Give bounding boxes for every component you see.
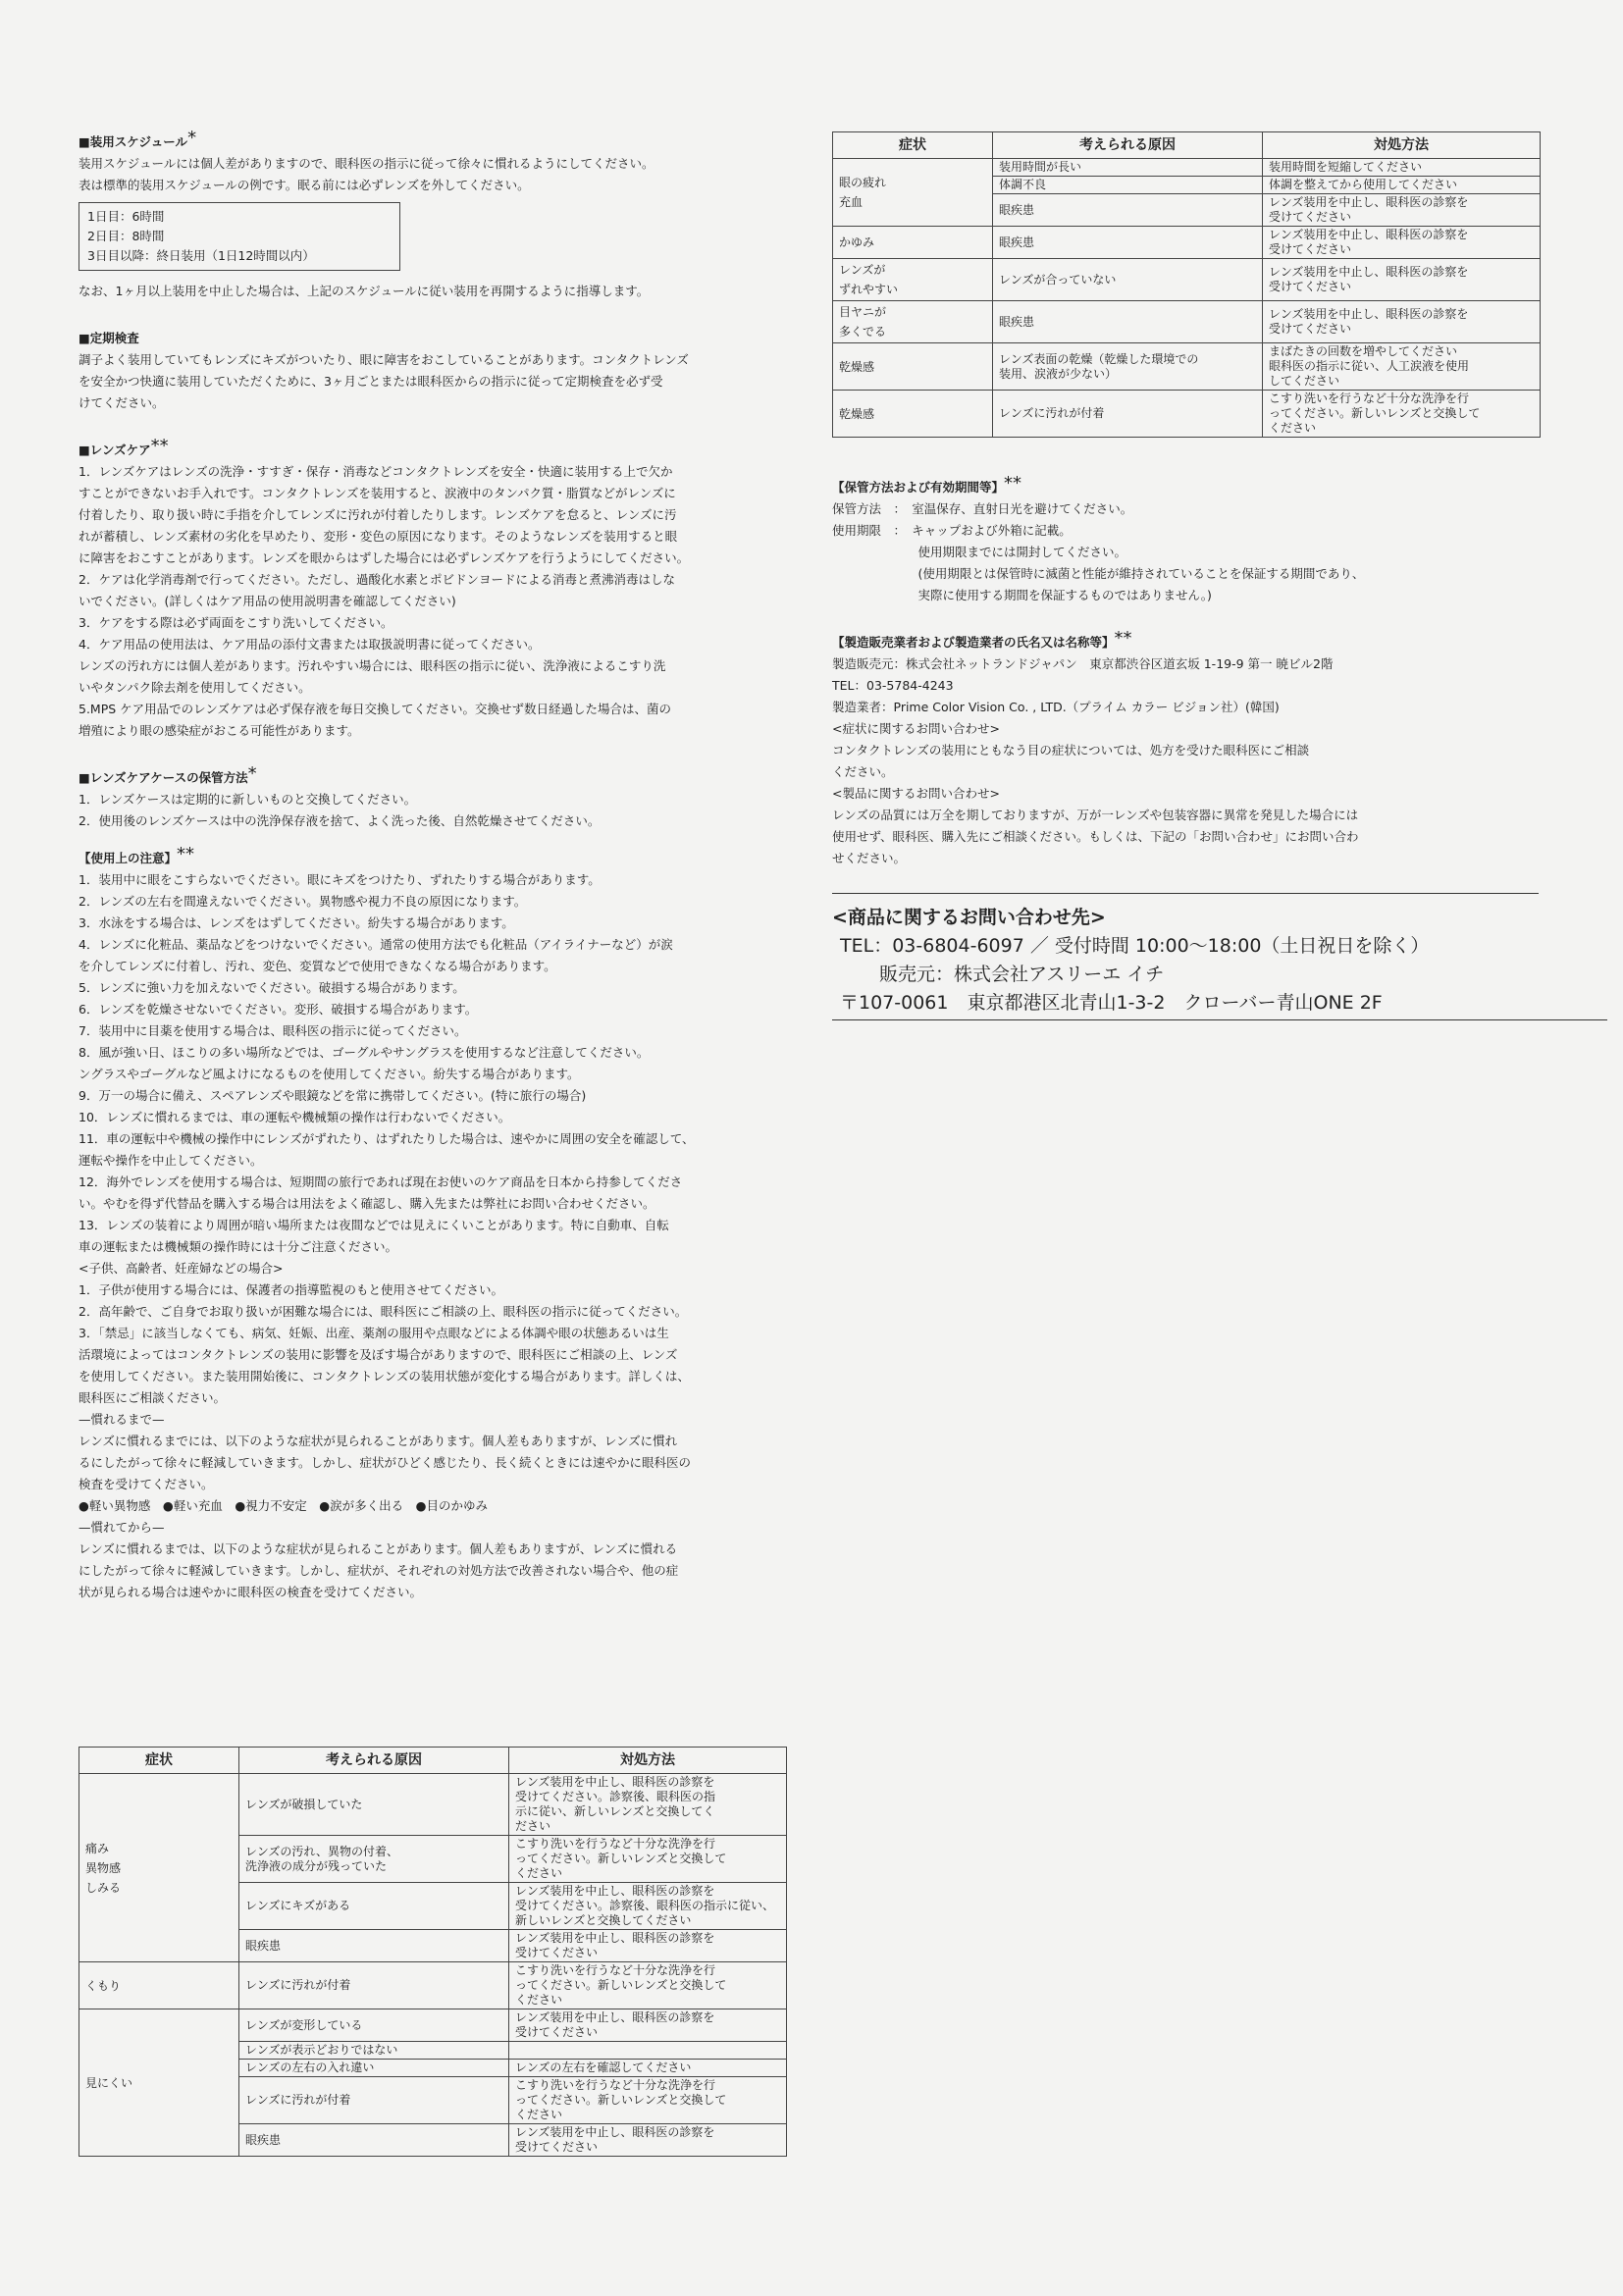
care-body bbox=[79, 461, 785, 742]
text-line: 使用せず、眼科医、購入先にご相談ください。もしくは、下記の「お問い合わせ」にお問い合わ bbox=[832, 829, 1359, 844]
schedule-note: なお、1ヶ月以上装用を中止した場合は、上記のスケジュールに従い装用を再開するように指導します。 bbox=[79, 284, 650, 298]
action-cell: レンズ装用を中止し、眼科医の診察を 受けてください bbox=[509, 1930, 787, 1962]
case-heading: ■レンズケアケースの保管方法* bbox=[79, 763, 257, 785]
schedule-day-3: 3日目以降：終日装用（1日12時間以内） bbox=[87, 248, 315, 263]
text-line: すことができないお手入れです。コンタクトレンズを装用すると、涙液中のタンパク質・脂質などがレンズに bbox=[79, 486, 676, 500]
schedule-day-1: 1日目：6時間 bbox=[87, 209, 165, 224]
text-line: 製造販売元：株式会社ネットランドジャパン 東京都渋谷区道玄坂 1-19-9 第一 暁ビル2階 bbox=[832, 656, 1334, 671]
text-line: い。やむを得ず代替品を購入する場合は用法をよく確認し、購入先または弊社にお問い合わせください。 bbox=[79, 1196, 655, 1211]
text-line: 1．子供が使用する場合には、保護者の指導監視のもと使用させてください。 bbox=[79, 1282, 503, 1297]
contact-seller: 販売元：株式会社アスリーエ イチ bbox=[879, 964, 1165, 985]
text-line: 4．ケア用品の使用法は、ケア用品の添付文書または取扱説明書に従ってください。 bbox=[79, 637, 541, 652]
text-line: <製品に関するお問い合わせ> bbox=[832, 786, 1000, 801]
text-line: 増殖により眼の感染症がおこる可能性があります。 bbox=[79, 723, 360, 738]
text-line: (使用期限とは保管時に滅菌と性能が維持されていることを保証する期間であり、 bbox=[832, 566, 1365, 581]
action-cell: こすり洗いを行うなど十分な洗浄を行 ってください。新しいレンズと交換して ください bbox=[1263, 391, 1541, 438]
text-line: 1．レンズケースは定期的に新しいものと交換してください。 bbox=[79, 792, 417, 807]
action-cell bbox=[509, 2042, 787, 2060]
contact-heading: <商品に関するお問い合わせ先> bbox=[832, 893, 1539, 932]
checkup-body bbox=[79, 349, 785, 414]
text-line: 5.MPS ケア用品でのレンズケアは必ず保存液を毎日交換してください。交換せず数日経過した場合は、菌の bbox=[79, 702, 671, 716]
text-line: 2．レンズの左右を間違えないでください。異物感や視力不良の原因になります。 bbox=[79, 894, 527, 909]
text-line: レンズに慣れるまでは、以下のような症状が見られることがあります。個人差もありますが、レンズに慣れる bbox=[79, 1541, 678, 1556]
text-line: 検査を受けてください。 bbox=[79, 1477, 214, 1491]
caution-body bbox=[79, 869, 785, 1603]
cause-cell: 眼疾患 bbox=[239, 1930, 509, 1962]
text-line: せください。 bbox=[832, 851, 907, 865]
text-line: ングラスやゴーグルなど風よけになるものを使用してください。紛失する場合があります。 bbox=[79, 1067, 580, 1081]
text-line: 活環境によってはコンタクトレンズの装用に影響を及ぼす場合がありますので、眼科医にご相談の上、レンズ bbox=[79, 1347, 678, 1362]
text-line: 9．万一の場合に備え、スペアレンズや眼鏡などを常に携帯してください。(特に旅行の場合) bbox=[79, 1088, 587, 1103]
symptom-cell: 見にくい bbox=[79, 2009, 239, 2157]
text-line: コンタクトレンズの装用にともなう目の症状については、処方を受けた眼科医にご相談 bbox=[832, 743, 1310, 757]
table-row bbox=[833, 159, 1541, 177]
contact-tel: TEL：03-6804-6097 ／ 受付時間 10:00〜18:00（土日祝日を除く） bbox=[840, 935, 1430, 957]
table-row bbox=[833, 259, 1541, 301]
text-line: 2．使用後のレンズケースは中の洗浄保存液を捨て、よく洗った後、自然乾燥させてください。 bbox=[79, 813, 601, 828]
symptom-table-top-body bbox=[833, 159, 1541, 438]
action-cell: まばたきの回数を増やしてください 眼科医の指示に従い、人工涙液を使用 してください bbox=[1263, 343, 1541, 391]
left-column bbox=[79, 124, 785, 1603]
action-cell: こすり洗いを行うなど十分な洗浄を行 ってください。新しいレンズと交換して ください bbox=[509, 1962, 787, 2009]
text-line: 実際に使用する期間を保証するものではありません。) bbox=[832, 588, 1212, 602]
cause-cell: レンズの左右の入れ違い bbox=[239, 2060, 509, 2077]
text-line: 使用期限 ： キャップおよび外箱に記載。 bbox=[832, 523, 1072, 538]
schedule-day-2: 2日目：8時間 bbox=[87, 229, 165, 243]
text-line: 11．車の運転中や機械の操作中にレンズがずれたり、はずれたりした場合は、速やかに周囲の安全を確認して、 bbox=[79, 1131, 695, 1146]
contact-divider bbox=[832, 1019, 1607, 1020]
storage-heading: 【保管方法および有効期間等】** bbox=[832, 473, 1022, 495]
text-line: 3．水泳をする場合は、レンズをはずしてください。紛失する場合があります。 bbox=[79, 915, 514, 930]
action-cell: 体調を整えてから使用してください bbox=[1263, 177, 1541, 194]
text-line: レンズに慣れるまでには、以下のような症状が見られることがあります。個人差もありますが、レンズに慣れ bbox=[79, 1434, 678, 1448]
maker-body bbox=[832, 653, 1539, 869]
case-body bbox=[79, 789, 785, 832]
text-line: 使用期限までには開封してください。 bbox=[832, 545, 1127, 559]
text-line: <症状に関するお問い合わせ> bbox=[832, 721, 1000, 736]
text-line: レンズの品質には万全を期しておりますが、万が一レンズや包装容器に異常を発見した場合には bbox=[832, 808, 1359, 822]
symptom-cell: 乾燥感 bbox=[833, 391, 993, 438]
cause-cell: 眼疾患 bbox=[993, 227, 1263, 259]
action-cell: レンズ装用を中止し、眼科医の診察を 受けてください。診察後、眼科医の指示に従い、 新しいレンズと交換してください bbox=[509, 1883, 787, 1930]
cause-cell: レンズ表面の乾燥（乾燥した環境での 装用、涙液が少ない） bbox=[993, 343, 1263, 391]
care-heading: ■レンズケア** bbox=[79, 436, 169, 457]
action-cell: レンズ装用を中止し、眼科医の診察を 受けてください bbox=[1263, 227, 1541, 259]
text-line: けてください。 bbox=[79, 395, 165, 410]
checkup-heading: ■定期検査 bbox=[79, 331, 139, 345]
symptom-cell: 眼の疲れ 充血 bbox=[833, 159, 993, 227]
text-line: ください。 bbox=[832, 764, 894, 779]
action-cell: こすり洗いを行うなど十分な洗浄を行 ってください。新しいレンズと交換して ください bbox=[509, 2077, 787, 2124]
text-line: 8．風が強い日、ほこりの多い場所などでは、ゴーグルやサングラスを使用するなど注意してください。 bbox=[79, 1045, 650, 1060]
text-line: 12．海外でレンズを使用する場合は、短期間の旅行であれば現在お使いのケア商品を日本から持参してくださ bbox=[79, 1174, 683, 1189]
maker-heading: 【製造販売業者および製造業者の氏名又は名称等】** bbox=[832, 628, 1132, 650]
col-action: 対処方法 bbox=[509, 1748, 787, 1774]
cause-cell: レンズに汚れが付着 bbox=[239, 2077, 509, 2124]
cause-cell: 装用時間が長い bbox=[993, 159, 1263, 177]
text-line: ●軽い異物感 ●軽い充血 ●視力不安定 ●涙が多く出る ●目のかゆみ bbox=[79, 1498, 489, 1513]
cause-cell: 眼疾患 bbox=[239, 2124, 509, 2157]
cause-cell: レンズに汚れが付着 bbox=[239, 1962, 509, 2009]
cause-cell: 眼疾患 bbox=[993, 301, 1263, 343]
text-line: —慣れてから— bbox=[79, 1520, 165, 1535]
symptom-table-bottom bbox=[79, 1747, 787, 2157]
text-line: いやタンパク除去剤を使用してください。 bbox=[79, 680, 311, 695]
table-row bbox=[79, 1774, 787, 1836]
col-cause: 考えられる原因 bbox=[239, 1748, 509, 1774]
text-line: 4．レンズに化粧品、薬品などをつけないでください。通常の使用方法でも化粧品（アイライナーなど）が涙 bbox=[79, 937, 673, 952]
table-row bbox=[79, 2009, 787, 2042]
action-cell: レンズ装用を中止し、眼科医の診察を 受けてください bbox=[1263, 194, 1541, 227]
col-symptom: 症状 bbox=[79, 1748, 239, 1774]
text-line: 調子よく装用していてもレンズにキズがついたり、眼に障害をおこしていることがあります。コンタクトレンズ bbox=[79, 352, 689, 367]
text-line: 車の運転または機械類の操作時には十分ご注意ください。 bbox=[79, 1239, 398, 1254]
schedule-line: 装用スケジュールには個人差がありますので、眼科医の指示に従って徐々に慣れるようにしてください。 bbox=[79, 156, 654, 171]
cause-cell: 体調不良 bbox=[993, 177, 1263, 194]
cause-cell: レンズの汚れ、異物の付着、 洗浄液の成分が残っていた bbox=[239, 1836, 509, 1883]
action-cell: こすり洗いを行うなど十分な洗浄を行 ってください。新しいレンズと交換して ください bbox=[509, 1836, 787, 1883]
cause-cell: レンズが破損していた bbox=[239, 1774, 509, 1836]
symptom-cell: くもり bbox=[79, 1962, 239, 2009]
table-row bbox=[833, 343, 1541, 391]
action-cell: レンズの左右を確認してください bbox=[509, 2060, 787, 2077]
text-line: 保管方法 ： 室温保存、直射日光を避けてください。 bbox=[832, 501, 1133, 516]
symptom-cell: かゆみ bbox=[833, 227, 993, 259]
text-line: TEL：03-5784-4243 bbox=[832, 678, 954, 693]
text-line: れが蓄積し、レンズ素材の劣化を早めたり、変形・変色の原因になります。そのようなレンズを装用すると眼 bbox=[79, 529, 678, 544]
table-row bbox=[833, 301, 1541, 343]
caution-heading: 【使用上の注意】** bbox=[79, 844, 195, 865]
text-line: を介してレンズに付着し、汚れ、変色、変質などで使用できなくなる場合があります。 bbox=[79, 959, 556, 973]
cause-cell: レンズにキズがある bbox=[239, 1883, 509, 1930]
text-line: を安全かつ快適に装用していただくために、3ヶ月ごとまたは眼科医からの指示に従って定期検査を必ず受 bbox=[79, 374, 663, 389]
symptom-cell: 痛み 異物感 しみる bbox=[79, 1774, 239, 1962]
schedule-box bbox=[79, 202, 400, 271]
col-symptom: 症状 bbox=[833, 132, 993, 159]
text-line: —慣れるまで— bbox=[79, 1412, 165, 1427]
text-line: 5．レンズに強い力を加えないでください。破損する場合があります。 bbox=[79, 980, 465, 995]
schedule-heading: ■装用スケジュール* bbox=[79, 128, 197, 149]
symptom-table-top bbox=[832, 131, 1541, 438]
show-through-texture bbox=[1276, 69, 1570, 128]
symptom-cell: 乾燥感 bbox=[833, 343, 993, 391]
cause-cell: レンズが合っていない bbox=[993, 259, 1263, 301]
table-row bbox=[79, 1962, 787, 2009]
cause-cell: レンズが変形している bbox=[239, 2009, 509, 2042]
text-line: いでください。(詳しくはケア用品の使用説明書を確認してください) bbox=[79, 594, 456, 608]
col-action: 対処方法 bbox=[1263, 132, 1541, 159]
text-line: 3．ケアをする際は必ず両面をこすり洗いしてください。 bbox=[79, 615, 393, 630]
storage-body bbox=[832, 498, 1539, 606]
text-line: を使用してください。また装用開始後に、コンタクトレンズの装用状態が変化する場合があります。詳しくは、 bbox=[79, 1369, 690, 1383]
text-line: <子供、高齢者、妊産婦などの場合> bbox=[79, 1261, 284, 1276]
text-line: 3．「禁忌」に該当しなくても、病気、妊娠、出産、薬剤の服用や点眼などによる体調や眼の状態あるいは生 bbox=[79, 1326, 669, 1340]
text-line: 10．レンズに慣れるまでは、車の運転や機械類の操作は行わないでください。 bbox=[79, 1110, 511, 1124]
cause-cell: レンズが表示どおりではない bbox=[239, 2042, 509, 2060]
action-cell: 装用時間を短縮してください bbox=[1263, 159, 1541, 177]
text-line: 1．装用中に眼をこすらないでください。眼にキズをつけたり、ずれたりする場合があります。 bbox=[79, 872, 601, 887]
contact-block bbox=[832, 893, 1539, 1020]
text-line: 2．高年齢で、ご自身でお取り扱いが困難な場合には、眼科医にご相談の上、眼科医の指示に従ってください。 bbox=[79, 1304, 688, 1319]
action-cell: レンズ装用を中止し、眼科医の診察を 受けてください。診察後、眼科医の指 示に従い、新しいレンズと交換してく ださい bbox=[509, 1774, 787, 1836]
text-line: にしたがって徐々に軽減していきます。しかし、症状が、それぞれの対処方法で改善されない場合や、他の症 bbox=[79, 1563, 679, 1578]
action-cell: レンズ装用を中止し、眼科医の診察を 受けてください bbox=[1263, 301, 1541, 343]
cause-cell: 眼疾患 bbox=[993, 194, 1263, 227]
action-cell: レンズ装用を中止し、眼科医の診察を 受けてください bbox=[1263, 259, 1541, 301]
right-column bbox=[832, 131, 1539, 1020]
text-line: 2．ケアは化学消毒剤で行ってください。ただし、過酸化水素とポビドンヨードによる消毒と煮沸消毒はしな bbox=[79, 572, 675, 587]
text-line: に障害をおこすことがあります。レンズを眼からはずした場合には必ずレンズケアを行うようにしてください。 bbox=[79, 550, 690, 565]
text-line: 1．レンズケアはレンズの洗浄・すすぎ・保存・消毒などコンタクトレンズを安全・快適に装用する上で欠か bbox=[79, 464, 673, 479]
text-line: レンズの汚れ方には個人差があります。汚れやすい場合には、眼科医の指示に従い、洗浄液によるこすり洗 bbox=[79, 658, 666, 673]
contact-address: 〒107-0061 東京都港区北青山1-3-2 クローバー青山ONE 2F bbox=[840, 992, 1383, 1014]
cause-cell: レンズに汚れが付着 bbox=[993, 391, 1263, 438]
text-line: 7．装用中に目薬を使用する場合は、眼科医の指示に従ってください。 bbox=[79, 1023, 467, 1038]
text-line: 13．レンズの装着により周囲が暗い場所または夜間などでは見えにくいことがあります。特に自動車、自転 bbox=[79, 1218, 669, 1232]
text-line: 製造業者：Prime Color Vision Co. , LTD.（プライム カラー ビジョン社）(韓国) bbox=[832, 700, 1280, 714]
col-cause: 考えられる原因 bbox=[993, 132, 1263, 159]
text-line: 状が見られる場合は速やかに眼科医の検査を受けてください。 bbox=[79, 1585, 423, 1599]
symptom-table-bottom-body bbox=[79, 1774, 787, 2157]
schedule-line: 表は標準的装用スケジュールの例です。眠る前には必ずレンズを外してください。 bbox=[79, 178, 530, 192]
text-line: 6．レンズを乾燥させないでください。変形、破損する場合があります。 bbox=[79, 1002, 478, 1017]
text-line: るにしたがって徐々に軽減していきます。しかし、症状がひどく感じたり、長く続くときには速やかに眼科医の bbox=[79, 1455, 692, 1470]
table-row bbox=[833, 227, 1541, 259]
text-line: 運転や操作を中止してください。 bbox=[79, 1153, 263, 1168]
table-row bbox=[833, 391, 1541, 438]
action-cell: レンズ装用を中止し、眼科医の診察を 受けてください bbox=[509, 2124, 787, 2157]
text-line: 眼科医にご相談ください。 bbox=[79, 1390, 227, 1405]
symptom-cell: レンズが ずれやすい bbox=[833, 259, 993, 301]
text-line: 付着したり、取り扱い時に手指を介してレンズに汚れが付着したりします。レンズケアを怠ると、レンズに汚 bbox=[79, 507, 677, 522]
action-cell: レンズ装用を中止し、眼科医の診察を 受けてください bbox=[509, 2009, 787, 2042]
symptom-cell: 目ヤニが 多くでる bbox=[833, 301, 993, 343]
